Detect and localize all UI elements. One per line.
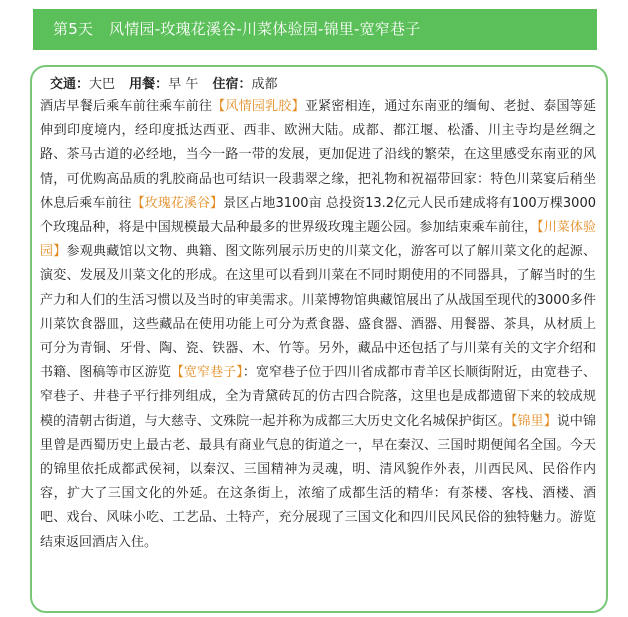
highlight-sichuan-cuisine-park: 【川菜体验园】 — [40, 220, 596, 260]
transport-label: 交通： — [50, 77, 90, 92]
itinerary-description — [40, 95, 596, 555]
itinerary-text: 景区占地3100亩 总投资13.2亿元人民币建成将有100万棵3000个玫瑰品种，将是中国规模最大品种最多的世界级玫瑰主题公园。参加结束乘车前往， — [40, 195, 596, 236]
itinerary-text: 酒店早餐后乘车前往乘车前往 — [40, 99, 213, 114]
highlight-rose-valley: 【玫瑰花溪谷】 — [131, 195, 224, 211]
highlight-jinli: 【锦里】 — [510, 413, 557, 429]
meal-value: 早 午 — [168, 77, 199, 92]
itinerary-card — [30, 65, 608, 613]
itinerary-text: 参观典藏馆以文物、典籍、图文陈列展示历史的川菜文化，游客可以了解川菜文化的起源、演変、发展及川菜文化的形成。在这里可以看到川菜在不同时期使用的不同器具，了解当时的生产力和人们的生活习惯以及当时的审美需求。川菜博物馆典藏馆展出了从战国至现代的3000多件川菜饮食器皿，这些藏品在使用功能上可分为煮食器、盛食器、酒器、用餐器、茶具，从材质上可分为青铜、牙骨、陶、瓷、铁器、木、竹等。另外，藏品中还包括了与川菜有关的文字介绍和书籍、图稿等市区游览 — [40, 244, 596, 381]
highlight-fengqingyuan: 【风情园乳胶】 — [212, 99, 305, 114]
meal-label: 用餐： — [129, 77, 169, 92]
day-header — [33, 9, 597, 50]
transport-value: 大巴 — [89, 77, 116, 92]
hotel-value: 成都 — [251, 77, 278, 92]
meal-info — [129, 77, 198, 92]
hotel-label: 住宿： — [212, 77, 252, 92]
itinerary-text: ：宽窄巷子位于四川省成都市青羊区长顺街附近，由宽巷子、窄巷子、井巷子平行排列组成，全为青黛砖瓦的仿古四合院落，这里也是成都遗留下来的较成规模的清朝古街道，与大慈寺、文殊院一起并称为成都三大历史文化名城保护街区。 — [40, 365, 596, 429]
route-title: 风情园-玫瑰花溪谷-川菜体验园-锦里-宽窄巷子 — [109, 20, 421, 38]
highlight-kuanzhai-alley: 【宽窄巷子】 — [170, 365, 243, 381]
transport-info — [50, 77, 115, 92]
itinerary-text: 亚紧密相连，通过东南亚的缅甸、老挝、泰国等延伸到印度境内，经印度抵达西亚、西非、欧洲大陆。成都、都江堰、松潘、川主寺均是丝绸之路、茶马古道的必经地，当今一路一带的发展，更加促进了沿线的繁荣，在这里感受东南亚的风情，可优购高品质的乳胶商品也可结识一段翡翠之缘，把礼物和祝福带回家：特色川菜宴后稍坐休息后乘车前往 — [40, 99, 596, 211]
itinerary-text: 说中锦里曾是西蜀历史上最古老、最具有商业气息的街道之一，早在秦汉、三国时期便闻名全国。今天的锦里依托成都武侯祠，以秦汉、三国精神为灵魂，明、清风貌作外表，川西民风、民俗作内容，扩大了三国文化的外延。在这条街上，浓缩了成都生活的精华：有茶楼、客栈、酒楼、酒吧、戏台、风味小吃、工艺品、土特产，充分展现了三国文化和四川民风民俗的独特魅力。游览结束返回酒店入住。 — [40, 413, 596, 550]
day-label: 第5天 — [53, 20, 94, 38]
info-row — [50, 73, 288, 92]
hotel-info — [212, 77, 277, 92]
